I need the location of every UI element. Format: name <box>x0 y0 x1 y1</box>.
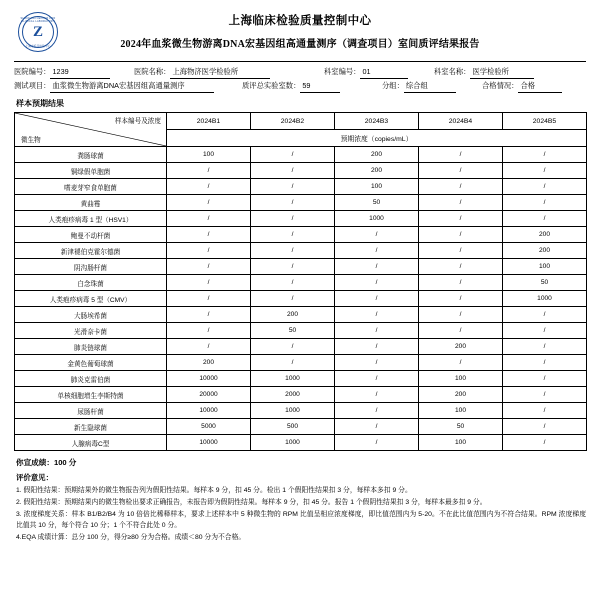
cell-value: 1000 <box>335 211 419 227</box>
cell-value: / <box>167 163 251 179</box>
cell-value: / <box>167 227 251 243</box>
table-row <box>15 355 587 371</box>
cell-value: / <box>251 243 335 259</box>
table-row <box>15 323 587 339</box>
sample-id-header: 2024B1 <box>167 113 251 130</box>
table-row <box>15 227 587 243</box>
cell-value: / <box>419 275 503 291</box>
cell-value: / <box>167 323 251 339</box>
microbe-name: 嗜麦芽窄食单胞菌 <box>15 179 167 195</box>
cell-value: / <box>251 355 335 371</box>
microbe-name: 黄曲霉 <box>15 195 167 211</box>
cell-value: / <box>335 339 419 355</box>
microbe-name: 大肠埃希菌 <box>15 307 167 323</box>
cell-value: / <box>335 403 419 419</box>
cell-value: / <box>419 227 503 243</box>
corner-label-top: 样本编号及浓度 <box>114 118 161 125</box>
cell-value: 200 <box>503 227 587 243</box>
cell-value: 5000 <box>167 419 251 435</box>
cell-value: / <box>335 323 419 339</box>
cell-value: / <box>419 147 503 163</box>
cell-value: 200 <box>335 147 419 163</box>
cell-value: / <box>419 163 503 179</box>
report-header <box>14 10 586 56</box>
cell-value: 100 <box>419 403 503 419</box>
sample-id-header: 2024B4 <box>419 113 503 130</box>
table-row <box>15 259 587 275</box>
qualification-label: 合格情况： <box>482 81 519 90</box>
cell-value: / <box>167 339 251 355</box>
cell-value: / <box>335 435 419 451</box>
table-row <box>15 147 587 163</box>
cell-value: / <box>335 307 419 323</box>
cell-value: / <box>251 275 335 291</box>
cell-value: / <box>167 211 251 227</box>
cell-value: / <box>419 291 503 307</box>
remark-item: 3. 浓度梯度关系：样本 B1/B2/B4 为 10 倍倍比稀释样本，要求上述样本中 5 种微生物的 RPM 比值呈相应浓度梯度，即比值范围内为 5-20。不在此比值范围内为不符合结果。RPM 浓度梯度比值共 10 分，每个符合 10 分；1 个不符合此处 0 分。 <box>16 511 586 529</box>
hospital-code-label: 医院编号： <box>14 67 51 76</box>
microbe-name: 人类疱疹病毒 1 型（HSV1） <box>15 211 167 227</box>
microbe-name: 鲍曼不动杆菌 <box>15 227 167 243</box>
cell-value: / <box>503 419 587 435</box>
table-row <box>15 419 587 435</box>
cell-value: 200 <box>335 163 419 179</box>
cell-value: / <box>251 179 335 195</box>
cell-value: / <box>503 179 587 195</box>
cell-value: / <box>419 195 503 211</box>
total-labs-label: 质评总实验室数： <box>242 81 301 90</box>
cell-value: 50 <box>251 323 335 339</box>
cell-value: / <box>503 339 587 355</box>
test-item-value: 血浆微生物游离DNA宏基因组高通量测序 <box>50 80 214 93</box>
group-label: 分组： <box>382 81 404 90</box>
table-corner-cell <box>15 113 167 147</box>
table-row <box>15 195 587 211</box>
remark-item: 4.EQA 成绩计算：总分 100 分，得分≥80 分为合格。成绩＜80 分为不合格。 <box>16 534 246 541</box>
remarks-title: 评价意见： <box>16 473 53 482</box>
microbe-name: 肺炎克雷伯菌 <box>15 371 167 387</box>
cell-value: / <box>419 243 503 259</box>
section-title: 样本预期结果 <box>16 99 64 108</box>
score-label: 你宣成绩： <box>16 458 54 467</box>
score-line <box>16 457 586 468</box>
microbe-name: 新生隐球菌 <box>15 419 167 435</box>
cell-value: 50 <box>419 419 503 435</box>
cell-value: / <box>251 339 335 355</box>
table-row <box>15 339 587 355</box>
table-row <box>15 179 587 195</box>
cell-value: / <box>503 163 587 179</box>
cell-value: / <box>419 211 503 227</box>
qualification-cell <box>482 80 562 93</box>
microbe-name: 阴沟肠杆菌 <box>15 259 167 275</box>
cell-value: / <box>419 259 503 275</box>
cell-value: / <box>503 307 587 323</box>
cell-value: 20000 <box>167 387 251 403</box>
concentration-header: 预期浓度（copies/mL） <box>167 130 587 147</box>
microbe-name: 肺炎链球菌 <box>15 339 167 355</box>
microbe-name: 白念珠菌 <box>15 275 167 291</box>
cell-value: 1000 <box>503 291 587 307</box>
cell-value: 50 <box>503 275 587 291</box>
cell-value: / <box>251 147 335 163</box>
total-labs-value: 59 <box>300 80 340 93</box>
cell-value: / <box>251 227 335 243</box>
microbe-name: 铜绿假单胞菌 <box>15 163 167 179</box>
sample-id-header: 2024B5 <box>503 113 587 130</box>
cell-value: / <box>167 291 251 307</box>
cell-value: / <box>335 371 419 387</box>
logo-top-text: SHANGHAI CENTER FOR CLINICAL LABORATORY <box>20 16 56 23</box>
remark-item: 2. 假阳性结果：预期结果内的微生物检出要求正确报告，未报告即为假阴性结果。每样本 9 分，扣 45 分。报告 1 个假阴性结果扣 3 分，每样本最多扣 9 分。 <box>16 499 487 506</box>
cell-value: / <box>503 435 587 451</box>
cell-value: / <box>335 275 419 291</box>
corner-label-bottom: 微生物 <box>21 137 41 144</box>
group-cell <box>382 80 482 93</box>
microbe-name: 新津褪伯克霍尔德菌 <box>15 243 167 259</box>
logo-letter: Z <box>32 24 43 40</box>
cell-value: / <box>503 403 587 419</box>
microbe-name: 光滑奈卡菌 <box>15 323 167 339</box>
hospital-code-cell <box>14 66 134 79</box>
table-row <box>15 163 587 179</box>
header-divider <box>14 61 586 62</box>
total-labs-cell <box>242 80 382 93</box>
cell-value: / <box>503 211 587 227</box>
cell-value: 200 <box>503 243 587 259</box>
logo-bottom-text: 上海市临床检验中心 <box>25 44 51 48</box>
cell-value: / <box>419 355 503 371</box>
cell-value: 1000 <box>251 403 335 419</box>
cell-value: / <box>335 227 419 243</box>
department-code-cell <box>324 66 434 79</box>
department-code-value: 01 <box>360 66 408 79</box>
cell-value: / <box>335 243 419 259</box>
table-row <box>15 211 587 227</box>
title-block <box>14 10 586 50</box>
table-header-row-ids <box>15 113 587 130</box>
department-name-cell <box>434 66 534 79</box>
cell-value: / <box>419 179 503 195</box>
cell-value: / <box>167 275 251 291</box>
cell-value: 200 <box>419 387 503 403</box>
table-row <box>15 243 587 259</box>
cell-value: 1000 <box>251 435 335 451</box>
cell-value: / <box>335 291 419 307</box>
expected-results-table <box>14 112 587 451</box>
cell-value: / <box>503 323 587 339</box>
group-value: 综合组 <box>404 80 456 93</box>
cell-value: 100 <box>167 147 251 163</box>
cell-value: 100 <box>335 179 419 195</box>
cell-value: 100 <box>419 371 503 387</box>
department-name-value: 医学检验所 <box>470 66 534 79</box>
cell-value: 200 <box>419 339 503 355</box>
cell-value: / <box>503 355 587 371</box>
department-code-label: 科室编号： <box>324 67 361 76</box>
cell-value: 100 <box>503 259 587 275</box>
microbe-name: 粪肠球菌 <box>15 147 167 163</box>
cell-value: / <box>419 323 503 339</box>
cell-value: / <box>335 387 419 403</box>
sample-id-header: 2024B3 <box>335 113 419 130</box>
cell-value: 1000 <box>251 371 335 387</box>
table-row <box>15 371 587 387</box>
cell-value: 10000 <box>167 403 251 419</box>
microbe-name: 人腺病毒C型 <box>15 435 167 451</box>
hospital-name-cell <box>134 66 324 79</box>
cell-value: 10000 <box>167 435 251 451</box>
table-row <box>15 275 587 291</box>
info-row-2 <box>14 80 586 93</box>
test-item-label: 测试项目： <box>14 81 51 90</box>
cell-value: / <box>167 195 251 211</box>
hospital-code-value: 1239 <box>50 66 110 79</box>
sample-id-header: 2024B2 <box>251 113 335 130</box>
cell-value: / <box>167 243 251 259</box>
microbe-name: 人类疱疹病毒 5 型（CMV） <box>15 291 167 307</box>
table-row <box>15 387 587 403</box>
microbe-name: 尿肠杆菌 <box>15 403 167 419</box>
cell-value: 100 <box>419 435 503 451</box>
microbe-name: 金黄色葡萄球菌 <box>15 355 167 371</box>
test-item-cell <box>14 80 242 93</box>
table-row <box>15 291 587 307</box>
cell-value: / <box>503 387 587 403</box>
cell-value: / <box>251 195 335 211</box>
hospital-name-value: 上海物济医学检验所 <box>170 66 270 79</box>
table-row <box>15 307 587 323</box>
cell-value: 200 <box>251 307 335 323</box>
report-title: 2024年血浆微生物游离DNA宏基因组高通量测序（调查项目）室间质评结果报告 <box>120 39 480 50</box>
table-row <box>15 435 587 451</box>
cell-value: / <box>503 195 587 211</box>
cell-value: / <box>167 307 251 323</box>
cell-value: / <box>335 419 419 435</box>
qualification-value: 合格 <box>518 80 562 93</box>
microbe-name: 单核细胞增生李斯特菌 <box>15 387 167 403</box>
info-row-1 <box>14 66 586 79</box>
cell-value: / <box>167 259 251 275</box>
cell-value: 200 <box>167 355 251 371</box>
cell-value: / <box>335 259 419 275</box>
organization-title: 上海临床检验质量控制中心 <box>228 15 372 27</box>
cell-value: 50 <box>335 195 419 211</box>
cell-value: / <box>251 259 335 275</box>
table-row <box>15 403 587 419</box>
score-value: 100 分 <box>53 458 77 467</box>
cell-value: / <box>251 163 335 179</box>
remark-item: 1. 假阳性结果：预期结果外的微生物报告列为假阳性结果。每样本 9 分，扣 45 分。检出 1 个假阳性结果扣 3 分，每样本多扣 9 分。 <box>16 487 412 494</box>
cell-value: 500 <box>251 419 335 435</box>
cell-value: 10000 <box>167 371 251 387</box>
cell-value: / <box>251 291 335 307</box>
cell-value: / <box>251 211 335 227</box>
table-body <box>15 147 587 451</box>
cell-value: / <box>503 147 587 163</box>
department-name-label: 科室名称： <box>434 67 471 76</box>
cell-value: 2000 <box>251 387 335 403</box>
cell-value: / <box>419 307 503 323</box>
cell-value: / <box>335 355 419 371</box>
cell-value: / <box>167 179 251 195</box>
hospital-name-label: 医院名称： <box>134 67 171 76</box>
cell-value: / <box>503 371 587 387</box>
organization-logo-icon <box>18 12 58 52</box>
